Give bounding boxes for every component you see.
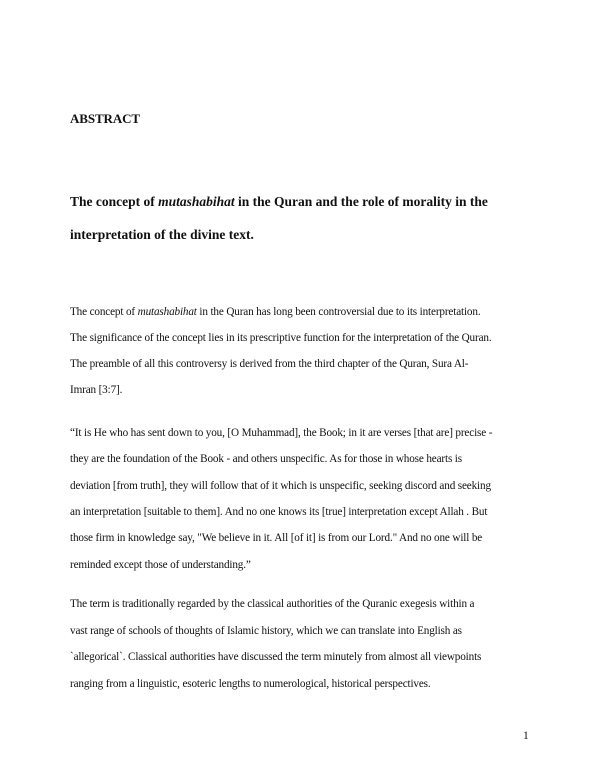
paragraph-1-line: The preamble of all this controversy is derived from the third chapter of the Quran, Sura Al- (70, 358, 469, 370)
title-text: The concept of (70, 194, 159, 209)
quote-line: deviation [from truth], they will follow that of it which is unspecific, seeking discord and seeking (70, 480, 491, 492)
title-text: in the Quran and the role of morality in the (234, 194, 488, 209)
title-line-1 (70, 194, 488, 210)
quote-line: an interpretation [suitable to them]. And no one knows its [true] interpretation except Allah . But (70, 506, 488, 518)
paragraph-2-line: The term is traditionally regarded by the classical authorities of the Quranic exegesis within a (70, 598, 475, 610)
quote-line: reminded except those of understanding.” (70, 559, 251, 571)
paragraph-1-line: The significance of the concept lies in its prescriptive function for the interpretation of the Quran. (70, 332, 492, 344)
paragraph-text: The concept of (70, 306, 138, 318)
title-line-2: interpretation of the divine text. (70, 227, 254, 242)
paragraph-2-line: vast range of schools of thoughts of Islamic history, which we can translate into English as (70, 625, 462, 637)
title-emphasis: mutashabihat (158, 194, 235, 209)
abstract-heading: ABSTRACT (70, 111, 140, 126)
paragraph-1-line: Imran [3:7]. (70, 384, 123, 396)
quote-line: those firm in knowledge say, "We believe in it. All [of it] is from our Lord." And no one will be (70, 532, 483, 544)
paragraph-2-line: `allegorical`. Classical authorities have discussed the term minutely from almost all viewpoints (70, 651, 482, 663)
quote-line: they are the foundation of the Book - and others unspecific. As for those in whose hearts is (70, 453, 462, 465)
quote-line: “It is He who has sent down to you, [O Muhammad], the Book; in it are verses [that are] precise - (70, 427, 493, 439)
page-number: 1 (523, 730, 529, 742)
paragraph-text: in the Quran has long been controversial due to its interpretation. (196, 306, 481, 318)
paragraph-emphasis: mutashabihat (137, 306, 197, 318)
paragraph-2-line: ranging from a linguistic, esoteric lengths to numerological, historical perspectives. (70, 678, 431, 690)
paragraph-1-line (70, 306, 480, 318)
